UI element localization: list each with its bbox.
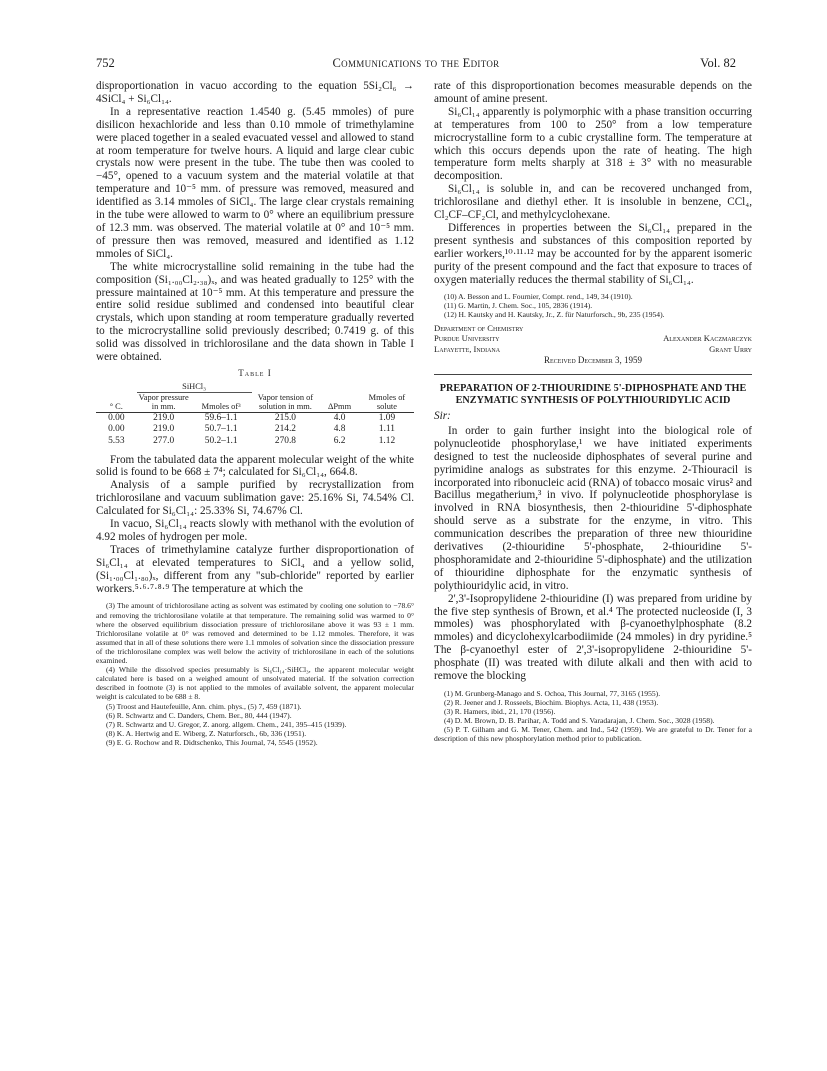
table-row bbox=[96, 436, 414, 448]
footnote: (2) R. Jeener and J. Rosseels, Biochim. Biophys. Acta, 11, 438 (1953). bbox=[444, 698, 659, 708]
footnote: (9) E. G. Rochow and R. Didtschenko, This Journal, 74, 5545 (1952). bbox=[106, 737, 318, 747]
paragraph: In order to gain further insight into the biological role of polynucleotide phosphorylase,¹ we have initiated experiments designed to test the nucleoside diphosphates of several purine and pyrimidine analogs as substrates for this enzyme. 2-Thiouracil is incorporated into ribonucleic acid (RNA) of tobacco mosaic virus² and Bacillus megatherium,³ in vivo. If polynucleotide phosphorylase is involved in RNA biosynthesis, then 2-thiouridine 5'-diphosphate should serve as a substrate for the enzyme, in vitro. This communication describes the preparation of three new thiouridine derivatives (2-thiouridine 5'-phosphate, 2-thiouridine 5'-phosphoramidate and 2-thiouridine 5'-diphosphate) and the utilization of thiouridine diphosphate for the enzymatic synthesis of polythiouridylic acid, in vitro. bbox=[434, 424, 752, 592]
table-header-cell: Vapor tension of solution in mm. bbox=[252, 392, 320, 412]
footnote: (12) H. Kautsky and H. Kautsky, Jr., Z. für Naturforsch., 9b, 235 (1954). bbox=[444, 309, 665, 319]
table-header-cell: Mmoles of solute bbox=[360, 392, 414, 412]
footnote: (4) While the dissolved species presumably is Si₆Cl₁₄·SiHCl₃, the apparent molecular weight calculated here is based on a weighed amount of unsolvated material. If the solvation correction described in footnote (3) is not applied to the mmoles of available solvent, the apparent molecular weight is calculated to be 688 ± 8. bbox=[96, 665, 414, 702]
university: Purdue University bbox=[434, 333, 500, 344]
footnote: (7) R. Schwartz and U. Gregor, Z. anorg. allgem. Chem., 241, 395–415 (1939). bbox=[106, 719, 347, 729]
table-cell: 1.09 bbox=[378, 412, 396, 423]
author-name: Grant Urry bbox=[709, 343, 752, 354]
volume-label: Vol. 82 bbox=[700, 56, 736, 70]
left-column bbox=[96, 80, 414, 747]
table-cell: 4.0 bbox=[333, 412, 346, 423]
footnote: (3) R. Hamers, ibid., 21, 170 (1956). bbox=[444, 707, 556, 717]
paragraph: In a representative reaction 1.4540 g. (5.45 mmoles) of pure disilicon hexachloride and less than 0.10 mmole of trimethylamine were placed together in a sealed evacuated vessel and allowed to stand at room temperature for twelve hours. A liquid and large clear cubic crystals now were present in the tube. The tube then was cooled to −45°, opened to a vacuum system and the material volatile at that temperature and 10⁻⁵ mm. of pressure was removed, measured and identified as 3.14 mmoles of SiCl₄. The large clear crystals remaining in the tube were allowed to warm to 0° where an equilibrium pressure of 12.3 mm. was observed. The material volatile at 0° and 10⁻⁵ mm. of pressure then was removed, measured and identified as 1.12 mmoles of SiCl₄. bbox=[96, 105, 414, 260]
footnote: (8) K. A. Hertwig and E. Wiberg, Z. Naturforsch., 6b, 336 (1951). bbox=[106, 728, 307, 738]
table-row bbox=[96, 424, 414, 436]
footnote: (11) G. Martin, J. Chem. Soc., 105, 2836 (1914). bbox=[444, 300, 593, 310]
paragraph: In vacuo, Si₆Cl₁₄ reacts slowly with methanol with the evolution of 4.92 moles of hydrogen per mole. bbox=[96, 518, 414, 543]
table-cell: 59.6–1.1 bbox=[204, 412, 238, 423]
running-title: Communications to the Editor bbox=[332, 56, 500, 70]
table-cell: 219.0 bbox=[153, 412, 175, 423]
table-cell: 270.8 bbox=[274, 435, 296, 446]
table-cell: 50.7–1.1 bbox=[204, 424, 238, 435]
table-cell: 50.2–1.1 bbox=[204, 435, 238, 446]
table-cell: 1.11 bbox=[378, 424, 395, 435]
table-cell: 214.2 bbox=[274, 424, 296, 435]
footnotes bbox=[96, 601, 414, 747]
table-header-cell: ΔPmm bbox=[319, 392, 360, 412]
paragraph: The white microcrystalline solid remaining in the tube had the composition (Si₁.₀₀Cl₂.₃₈)ₓ, and was heated gradually to 125° with the pressure maintained at 10⁻⁵ mm. At this temperature and pressure the entire solid residue sublimed and condensed into beautiful clear crystals, which upon standing at room temperature gradually reverted to the microcrystalline solid previously described; 0.7419 g. of this solid was dissolved in trichlorosilane and the data shown in Table I were obtained. bbox=[96, 260, 414, 364]
footnote: (3) The amount of trichlorosilane acting as solvent was estimated by cooling one solution to −78.6° and removing the trichlorosilane volatile at that temperature. The remaining solid was warmed to 0° where the observed equilibrium dissociation pressure of trichlorosilane above it was 93 ± 1 mm. Trichlorosilane volatile at 0° was removed and determined to be 1.12 mmoles. Therefore, it was assumed that in all of these solutions there were 1.1 mmoles of solvation since the dissociation pressure of the trichlorosilane complex was well below the activity of trichlorosilane in each of the solutions examined. bbox=[96, 601, 414, 666]
table-cell: 215.0 bbox=[274, 412, 296, 423]
running-header bbox=[96, 56, 736, 74]
divider bbox=[434, 374, 752, 375]
footnote: (10) A. Besson and L. Fournier, Compt. rend., 149, 34 (1910). bbox=[444, 291, 633, 301]
table-cell: 1.12 bbox=[378, 435, 396, 446]
table-cell: 277.0 bbox=[153, 435, 175, 446]
page-number: 752 bbox=[96, 56, 115, 70]
right-column bbox=[434, 80, 752, 744]
footnote: (5) Troost and Hautefeuille, Ann. chim. phys., (5) 7, 459 (1871). bbox=[106, 701, 302, 711]
table-cell: 219.0 bbox=[153, 424, 175, 435]
footnote: (1) M. Grunberg-Manago and S. Ochoa, This Journal, 77, 3165 (1955). bbox=[444, 689, 661, 698]
table-header-cell: Mmoles of³ bbox=[191, 392, 252, 412]
footnote: (4) D. M. Brown, D. B. Parihar, A. Todd and S. Varadarajan, J. Chem. Soc., 3028 (1958). bbox=[444, 716, 715, 726]
paragraph: Si₆Cl₁₄ is soluble in, and can be recovered unchanged from, trichlorosilane and diethyl ether. It is insoluble in benzene, CCl₄, Cl₂CF–CF₂Cl, and methylcyclohexane. bbox=[434, 183, 752, 222]
affiliation-block bbox=[434, 323, 752, 355]
author-name: Alexander Kaczmarczyk bbox=[663, 333, 752, 344]
department: Department of Chemistry bbox=[434, 322, 524, 333]
footnotes bbox=[434, 292, 752, 319]
paragraph: rate of this disproportionation becomes measurable depends on the amount of amine present. bbox=[434, 80, 752, 105]
table-cell: 0.00 bbox=[108, 412, 125, 423]
paragraph: 2',3'-Isopropylidene 2-thiouridine (I) was prepared from uridine by the five step synthesis of Brown, et al.⁴ The protected nucleoside (I, 3 mmoles) was phosphorylated with β-cyanoethylphosphate (8.2 mmoles) and dicyclohexylcarbodiimide (24 mmoles) in dry pyridine.⁵ The β-cyanoethyl ester of 2',3'-isopropylidene 2-thiouridine 5'-phosphate (II) was treated with dilute alkali and then with acid to remove the blocking bbox=[434, 592, 752, 683]
paragraph: Differences in properties between the Si₆Cl₁₄ prepared in the present synthesis and substances of this composition reported by earlier workers,¹⁰·¹¹·¹² may be accounted for by the apparent isomeric purity of the present compound and the fact that exposure to traces of oxygen materially reduces the thermal stability of Si₆Cl₁₄. bbox=[434, 221, 752, 286]
paragraph: From the tabulated data the apparent molecular weight of the white solid is found to be 668 ± 7⁴; calculated for Si₆Cl₁₄, 664.8. bbox=[96, 453, 414, 479]
table-cell: 4.8 bbox=[333, 424, 346, 435]
table-cell: 0.00 bbox=[108, 424, 125, 435]
paragraph: disproportionation in vacuo according to the equation 5Si₂Cl₆ → 4SiCl₄ + Si₆Cl₁₄. bbox=[96, 80, 414, 105]
footnote: (5) P. T. Gilham and G. M. Tener, Chem. and Ind., 542 (1959). We are grateful to Dr. Tener for a description of this new phosphorylation method prior to publication. bbox=[434, 725, 752, 744]
data-table bbox=[96, 382, 414, 448]
table-header-cell: ° C. bbox=[96, 392, 137, 412]
paragraph: Analysis of a sample purified by recrystallization from trichlorosilane and vacuum sublimation gave: 25.16% Si, 74.54% Cl. Calculated for Si₆Cl₁₄: 25.33% Si, 74.67% Cl. bbox=[96, 479, 414, 518]
paragraph: Si₆Cl₁₄ apparently is polymorphic with a phase transition occurring at temperatures from 100 to 250° from a low temperature microcrystalline form to a cubic crystalline form. The temperature at which this occurs depends upon the rate of heating. The high temperature form melts sharply at 318 ± 3° with no measurable decomposition. bbox=[434, 105, 752, 183]
salutation: Sir: bbox=[434, 409, 451, 422]
table-cell: 6.2 bbox=[333, 435, 346, 446]
table-group-header: SiHCl₃ bbox=[137, 382, 252, 392]
paragraph: Traces of trimethylamine catalyze further disproportionation of Si₆Cl₁₄ at elevated temperatures to SiCl₄ and a yellow solid, (Si₁.₀₀Cl₁.₈₀)ₓ, different from any "sub-chloride" reported by earlier workers.⁵·⁶·⁷·⁸·⁹ The temperature at which the bbox=[96, 543, 414, 595]
table-row bbox=[96, 412, 414, 424]
received-date: Received December 3, 1959 bbox=[544, 355, 642, 366]
table-title: Table I bbox=[238, 367, 272, 378]
table-header-cell: Vapor pressure in mm. bbox=[137, 392, 191, 412]
footnotes bbox=[434, 689, 752, 744]
footnote: (6) R. Schwartz and C. Danders, Chem. Ber., 80, 444 (1947). bbox=[106, 710, 292, 720]
table-cell: 5.53 bbox=[108, 435, 125, 446]
article-title: PREPARATION OF 2-THIOURIDINE 5'-DIPHOSPHATE AND THE ENZYMATIC SYNTHESIS OF POLYTHIOURIDYLIC ACID bbox=[439, 383, 747, 406]
city: Lafayette, Indiana bbox=[434, 343, 501, 354]
